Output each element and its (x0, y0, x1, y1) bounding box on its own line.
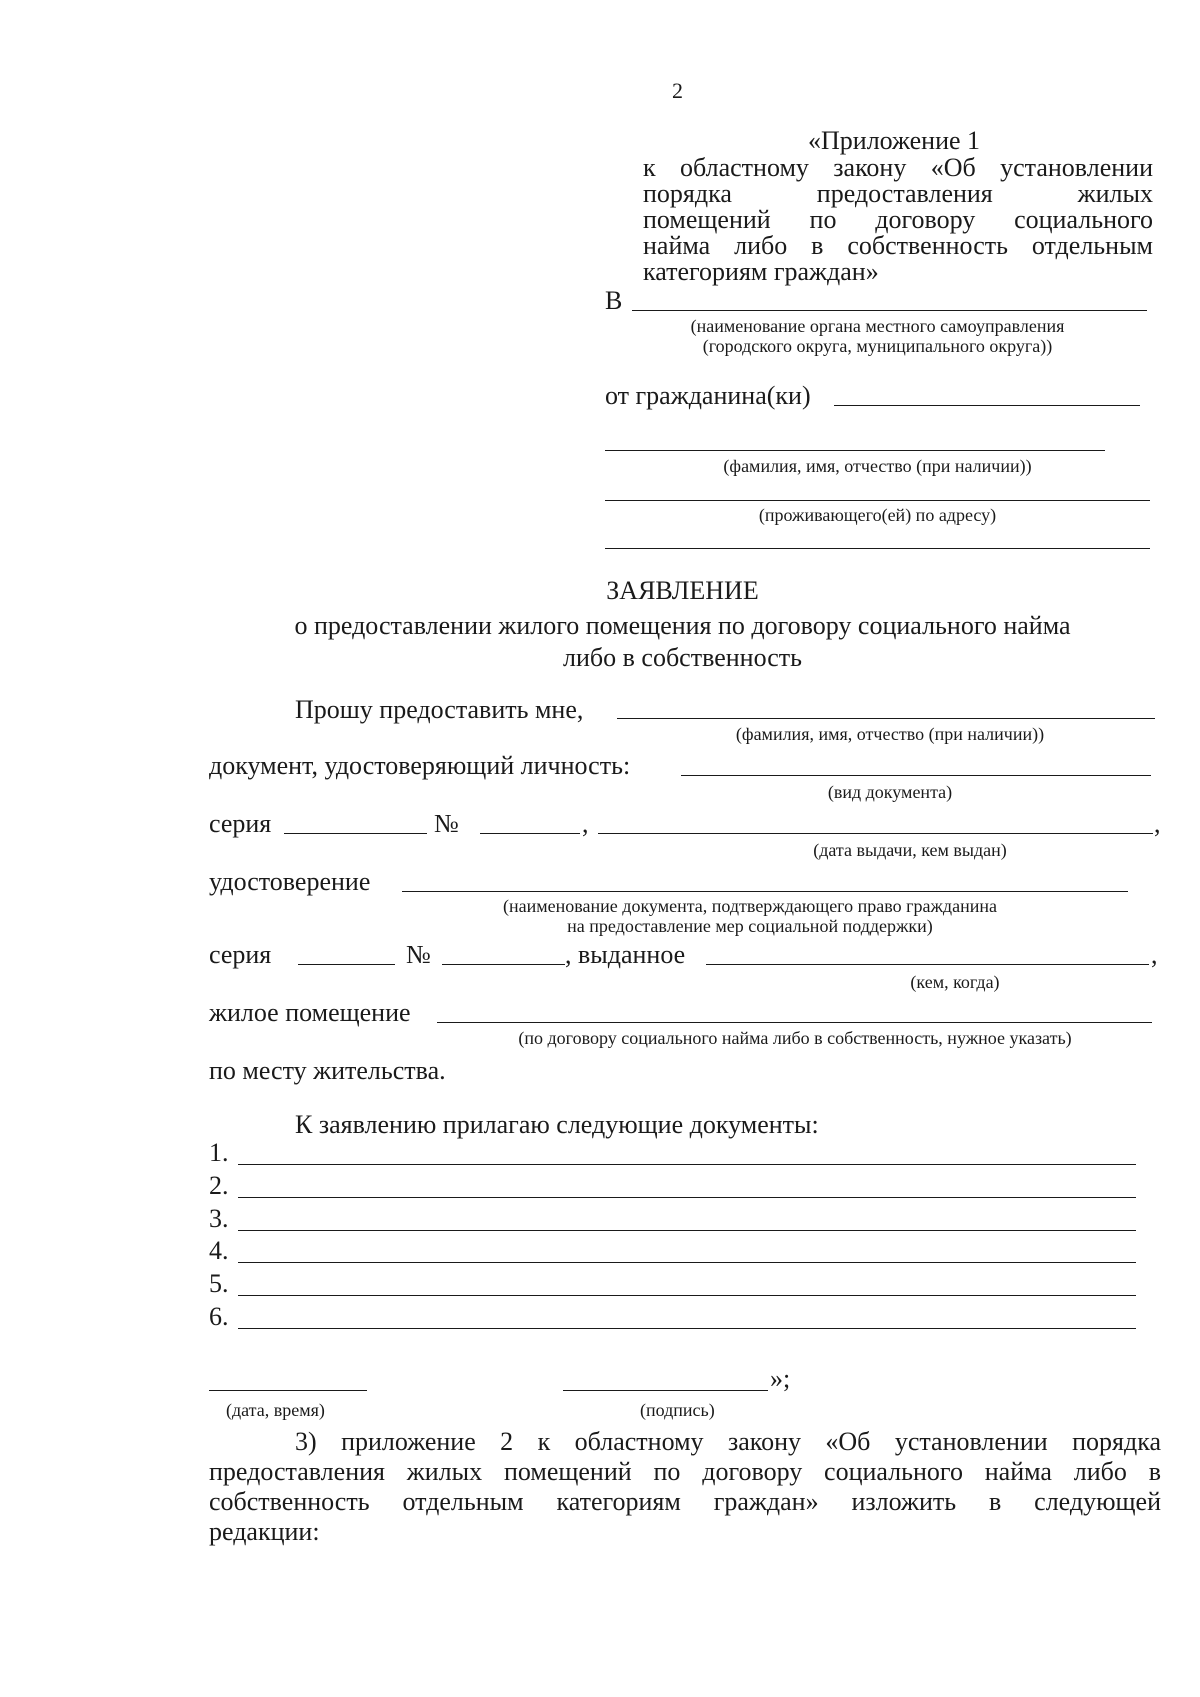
appendix-line: к областному закону «Об установлении (643, 153, 1153, 182)
certificate-label: удостоверение (209, 867, 371, 896)
authority-caption-1: (наименование органа местного самоуправления (690, 316, 1065, 336)
attachment-field[interactable] (238, 1164, 1136, 1165)
number-sign: № (406, 940, 431, 969)
signature-field[interactable] (563, 1390, 768, 1391)
date-field[interactable] (209, 1390, 367, 1391)
name-caption: (фамилия, имя, отчество (при наличии)) (723, 456, 1032, 476)
appendix-reference (643, 155, 1153, 285)
certificate-number-field[interactable] (442, 964, 565, 965)
residence-text: по месту жительства. (209, 1056, 446, 1085)
id-doc-caption: (вид документа) (827, 782, 953, 802)
attachment-field[interactable] (238, 1230, 1136, 1231)
housing-field[interactable] (437, 1022, 1152, 1023)
address-caption: (проживающего(ей) по адресу) (758, 505, 997, 525)
attachment-field[interactable] (238, 1197, 1136, 1198)
attachment-number: 2. (209, 1171, 229, 1200)
attachment-number: 4. (209, 1236, 229, 1265)
authority-field[interactable] (632, 310, 1147, 311)
signature-caption: (подпись) (640, 1400, 715, 1420)
citizen-field[interactable] (834, 405, 1140, 406)
authority-caption-2: (городского округа, муниципального округа)) (702, 336, 1053, 356)
closing-quote: »; (770, 1364, 791, 1393)
attachment-number: 6. (209, 1302, 229, 1331)
certificate-caption-2: на предоставление мер социальной поддержки) (567, 916, 933, 936)
housing-label: жилое помещение (209, 998, 411, 1027)
residence-field[interactable] (605, 500, 1150, 501)
id-doc-label: документ, удостоверяющий личность: (209, 751, 631, 780)
id-doc-type-field[interactable] (681, 775, 1151, 776)
date-caption: (дата, время) (226, 1400, 325, 1420)
request-caption: (фамилия, имя, отчество (при наличии)) (735, 724, 1045, 744)
id-series-field[interactable] (284, 833, 427, 834)
document-subtitle-1: о предоставлении жилого помещения по договору социального найма (294, 611, 1071, 640)
comma: , (1151, 940, 1158, 969)
certificate-field[interactable] (402, 891, 1128, 892)
number-sign: № (434, 809, 459, 838)
applicant-name-field[interactable] (617, 718, 1155, 719)
series-label: серия (209, 940, 272, 969)
certificate-caption-1: (наименование документа, подтверждающего право гражданина (503, 896, 997, 916)
attachment-field[interactable] (238, 1262, 1136, 1263)
request-label: Прошу предоставить мне, (295, 695, 584, 724)
document-subtitle-2: либо в собственность (563, 643, 802, 672)
amendment-line: 3) приложение 2 к областному закону «Об установлении порядка (295, 1427, 1161, 1456)
comma: , (1154, 809, 1161, 838)
housing-caption: (по договору социального найма либо в собственность, нужное указать) (518, 1028, 1072, 1048)
attachment-number: 3. (209, 1204, 229, 1233)
id-number-field[interactable] (480, 833, 580, 834)
amendment-paragraph (209, 1427, 1161, 1547)
issue-caption: (дата выдачи, кем выдан) (813, 840, 1007, 860)
amendment-line: собственность отдельным категориям граждан» изложить в следующей (209, 1487, 1161, 1516)
to-prefix: В (605, 286, 623, 315)
appendix-line: категориям граждан» (643, 257, 879, 286)
attachment-field[interactable] (238, 1295, 1136, 1296)
from-label: от гражданина(ки) (605, 381, 811, 410)
id-issued-field[interactable] (598, 833, 1153, 834)
issued-label: , выданное (565, 940, 686, 969)
appendix-line: найма либо в собственность отдельным (643, 231, 1153, 260)
page-number: 2 (672, 78, 683, 103)
comma: , (582, 809, 589, 838)
series-label: серия (209, 809, 272, 838)
certificate-series-field[interactable] (298, 964, 395, 965)
attachment-number: 5. (209, 1269, 229, 1298)
appendix-line: порядка предоставления жилых (643, 179, 1153, 208)
issued-caption: (кем, когда) (910, 972, 1000, 992)
attachment-field[interactable] (238, 1328, 1136, 1329)
appendix-line: помещений по договору социального (643, 205, 1153, 234)
amendment-line: редакции: (209, 1517, 320, 1546)
attachment-number: 1. (209, 1138, 229, 1167)
document-title: ЗАЯВЛЕНИЕ (606, 576, 759, 605)
amendment-line: предоставления жилых помещений по договору социального найма либо в (209, 1457, 1161, 1486)
address-field[interactable] (605, 548, 1150, 549)
certificate-issued-field[interactable] (706, 964, 1149, 965)
attachments-intro: К заявлению прилагаю следующие документы: (295, 1110, 819, 1139)
appendix-title: «Приложение 1 (808, 126, 981, 155)
citizen-name-field[interactable] (605, 450, 1105, 451)
